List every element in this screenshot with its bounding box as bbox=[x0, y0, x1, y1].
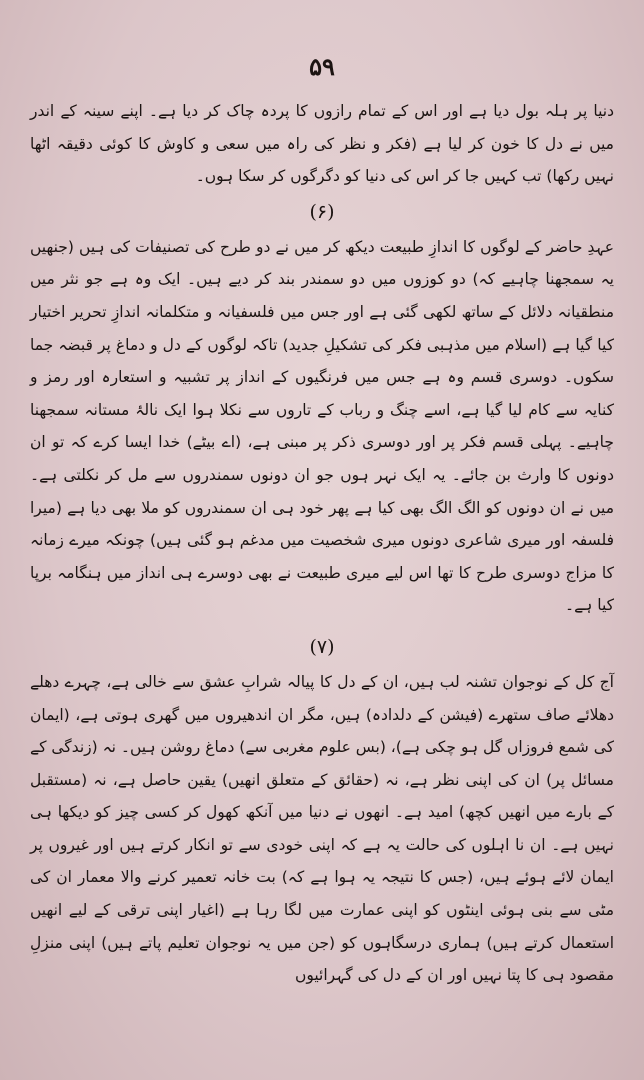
section-7-paragraph: آج کل کے نوجوان تشنہ لب ہیں، ان کے دل کا پیالہ شرابِ عشق سے خالی ہے، چہرے دھلے دھلائے صاف ستھرے (فیشن کے دلدادہ) ہیں، مگر ان اندھیروں میں گھری ہوتی ہے، (ایمان کی شمع فروزاں گل ہو چکی ہے)، (بس علوم مغربی سے) دماغ روشن ہیں۔ نہ (زندگی کے مسائل پر) ان کی اپنی نظر ہے، نہ (حقائق کے متعلق انھیں) یقین حاصل ہے، نہ (مستقبل کے بارے میں انھیں کچھ) امید ہے۔ انھوں نے دنیا میں آنکھ کھول کر کسی چیز کو دیکھا ہی نہیں ہے۔ ان نا اہلوں کی حالت یہ ہے کہ اپنی خودی سے تو انکار کرتے ہیں اور غیروں پر ایمان لائے ہوئے ہیں، (جس کا نتیجہ یہ ہوا ہے کہ) بت خانہ تعمیر کرنے والا معمار ان کی مٹی سے بنی ہوئی اینٹوں کو اپنی عمارت میں لگا رہا ہے (اغیار اپنی ترقی کے لیے انھیں استعمال کرتے ہیں) ہماری درسگاہوں کو (جن میں یہ نوجوان تعلیم پاتے ہیں) اپنی منزلِ مقصود ہی کا پتا نہیں اور ان کے دل کی گہرائیوں bbox=[30, 672, 614, 985]
section-7-number: (۷) bbox=[309, 635, 335, 658]
section-6-number: (۶) bbox=[309, 200, 335, 223]
section-6-paragraph: عہدِ حاضر کے لوگوں کا اندازِ طبیعت دیکھ کر میں نے دو طرح کی تصنیفات کی ہیں (جنھیں یہ سمجھنا چاہیے کہ) دو کوزوں میں دو سمندر بند کر دیے ہیں۔ ایک وہ ہے جو نثر میں منطقیانہ دلائل کے ساتھ لکھی گئی ہے اور جس میں فلسفیانہ و متکلمانہ اندازِ تحریر اختیار کیا گیا ہے (اسلام میں مذہبی فکر کی تشکیلِ جدید) تاکہ لوگوں کے دل و دماغ پر قبضہ جما سکوں۔ دوسری قسم وہ ہے جس میں فرنگیوں کے انداز پر تشبیہ و استعارہ اور رمز و کنایہ سے کام لیا گیا ہے، اسے چنگ و رباب کے تاروں سے نکلا ہوا ایک نالۂ مستانہ سمجھنا چاہیے۔ پہلی قسم فکر پر اور دوسری ذکر پر مبنی ہے، (اے بیٹے) خدا ایسا کرے کہ تو ان دونوں کا وارث بن جائے۔ یہ ایک نہر ہوں جو ان دونوں سمندروں سے مل کر نکلتی ہے۔ میں نے ان دونوں کو الگ الگ بھی کیا ہے پھر خود ہی ان سمندروں کو ملا بھی دیا ہے (میرا فلسفہ اور میری شاعری دونوں میری شخصیت میں مدغم ہو گئی ہیں) چونکہ میرے زمانہ کا مزاج دوسری طرح کا تھا اس لیے میری طبیعت نے بھی دوسرے ہی انداز میں ہنگامہ برپا کیا ہے۔ bbox=[30, 237, 614, 615]
page-number: ۵۹ bbox=[309, 52, 335, 81]
intro-paragraph: دنیا پر ہلہ بول دیا ہے اور اس کے تمام رازوں کا پردہ چاک کر دیا ہے۔ اپنے سینہ کے اندر میں نے دل کا خون کر لیا ہے (فکر و نظر کی راہ میں سعی و کاوش کا کوئی دقیقہ اٹھا نہیں رکھا) تب کہیں جا کر اس کی دنیا کو دگرگوں کر سکا ہوں۔ bbox=[30, 102, 614, 186]
